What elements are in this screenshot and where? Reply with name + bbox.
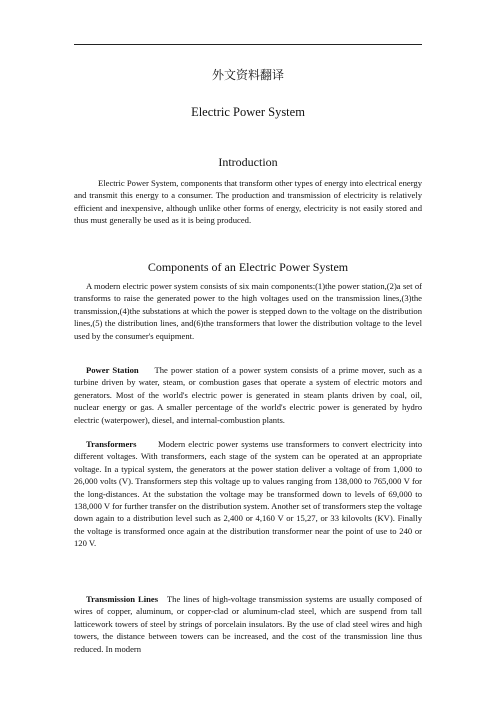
power-station-lead: Power Station: [86, 365, 139, 375]
section-heading-components: Components of an Electric Power System: [147, 260, 349, 274]
page-heading: 外文资料翻译: [211, 68, 284, 82]
components-overview-paragraph: A modern electric power system consists of six main components:(1)the power station,(2)a set of transforms to raise the generated power to the high voltages used on the transmission lines,(3)the transmission,(4)the substations at which the power is stepped down to the voltage on the distribution lines,(5) the distribution lines, and(6)the transformers that lower the distribution voltage to the level used by the consumer's equipment.: [74, 281, 422, 341]
power-station-text: The power station of a power system consists of a prime mover, such as a turbine driven by water, steam, or combustion gases that operate a system of electric motors and generators. Most of the world's electric power is generated in steam plants driven by coal, oil, nuclear energy or gas. A smaller percentage of the world's electric power is generated by hydro electric (waterpower), diesel, and internal-combustion plants.: [74, 365, 422, 425]
transformers-text: Modern electric power systems use transformers to convert electricity into different voltages. With transformers, each stage of the system can be operated at an appropriate voltage. In a typical system, the generators at the power station deliver a voltage of from 1,000 to 26,000 volts (V). Transformers step this voltage up to values ranging from 138,000 to 765,000 V for the long-distances. At the substation the voltage may be transformed down to levels of 69,000 to 138,000 V for further transfer on the distribution system. Another set of transformers step the voltage down again to a distribution level such as 2,400 or 4,160 V or 15,27, or 33 kilovolts (KV). Finally the voltage is transformed once again at the distribution transformer near the point of use to 240 or 120 V.: [74, 439, 422, 549]
section-heading-introduction: Introduction: [218, 155, 278, 169]
header-rule: [74, 44, 422, 45]
power-station-paragraph: [74, 364, 422, 426]
transformers-lead: Transformers: [86, 439, 137, 449]
transformers-paragraph: [74, 438, 422, 550]
introduction-paragraph: Electric Power System, components that transform other types of energy into electrical energy and transmit this energy to a consumer. The production and transmission of electricity is relatively efficient and inexpensive, although unlike other forms of energy, electricity is not easily stored and thus must generally be used as it is being produced.: [74, 178, 422, 226]
document-title: Electric Power System: [191, 105, 305, 119]
transmission-lines-paragraph: [74, 593, 422, 655]
transmission-lines-lead: Transmission Lines: [86, 594, 159, 604]
transmission-lines-text: The lines of high-voltage transmission systems are usually composed of wires of copper, aluminum, or copper-clad or aluminum-clad steel, which are suspend from tall latticework towers of steel by strings of porcelain insulators. By the use of clad steel wires and high towers, the distance between towers can be increased, and the cost of the transmission line thus reduced. In modern: [74, 594, 422, 654]
